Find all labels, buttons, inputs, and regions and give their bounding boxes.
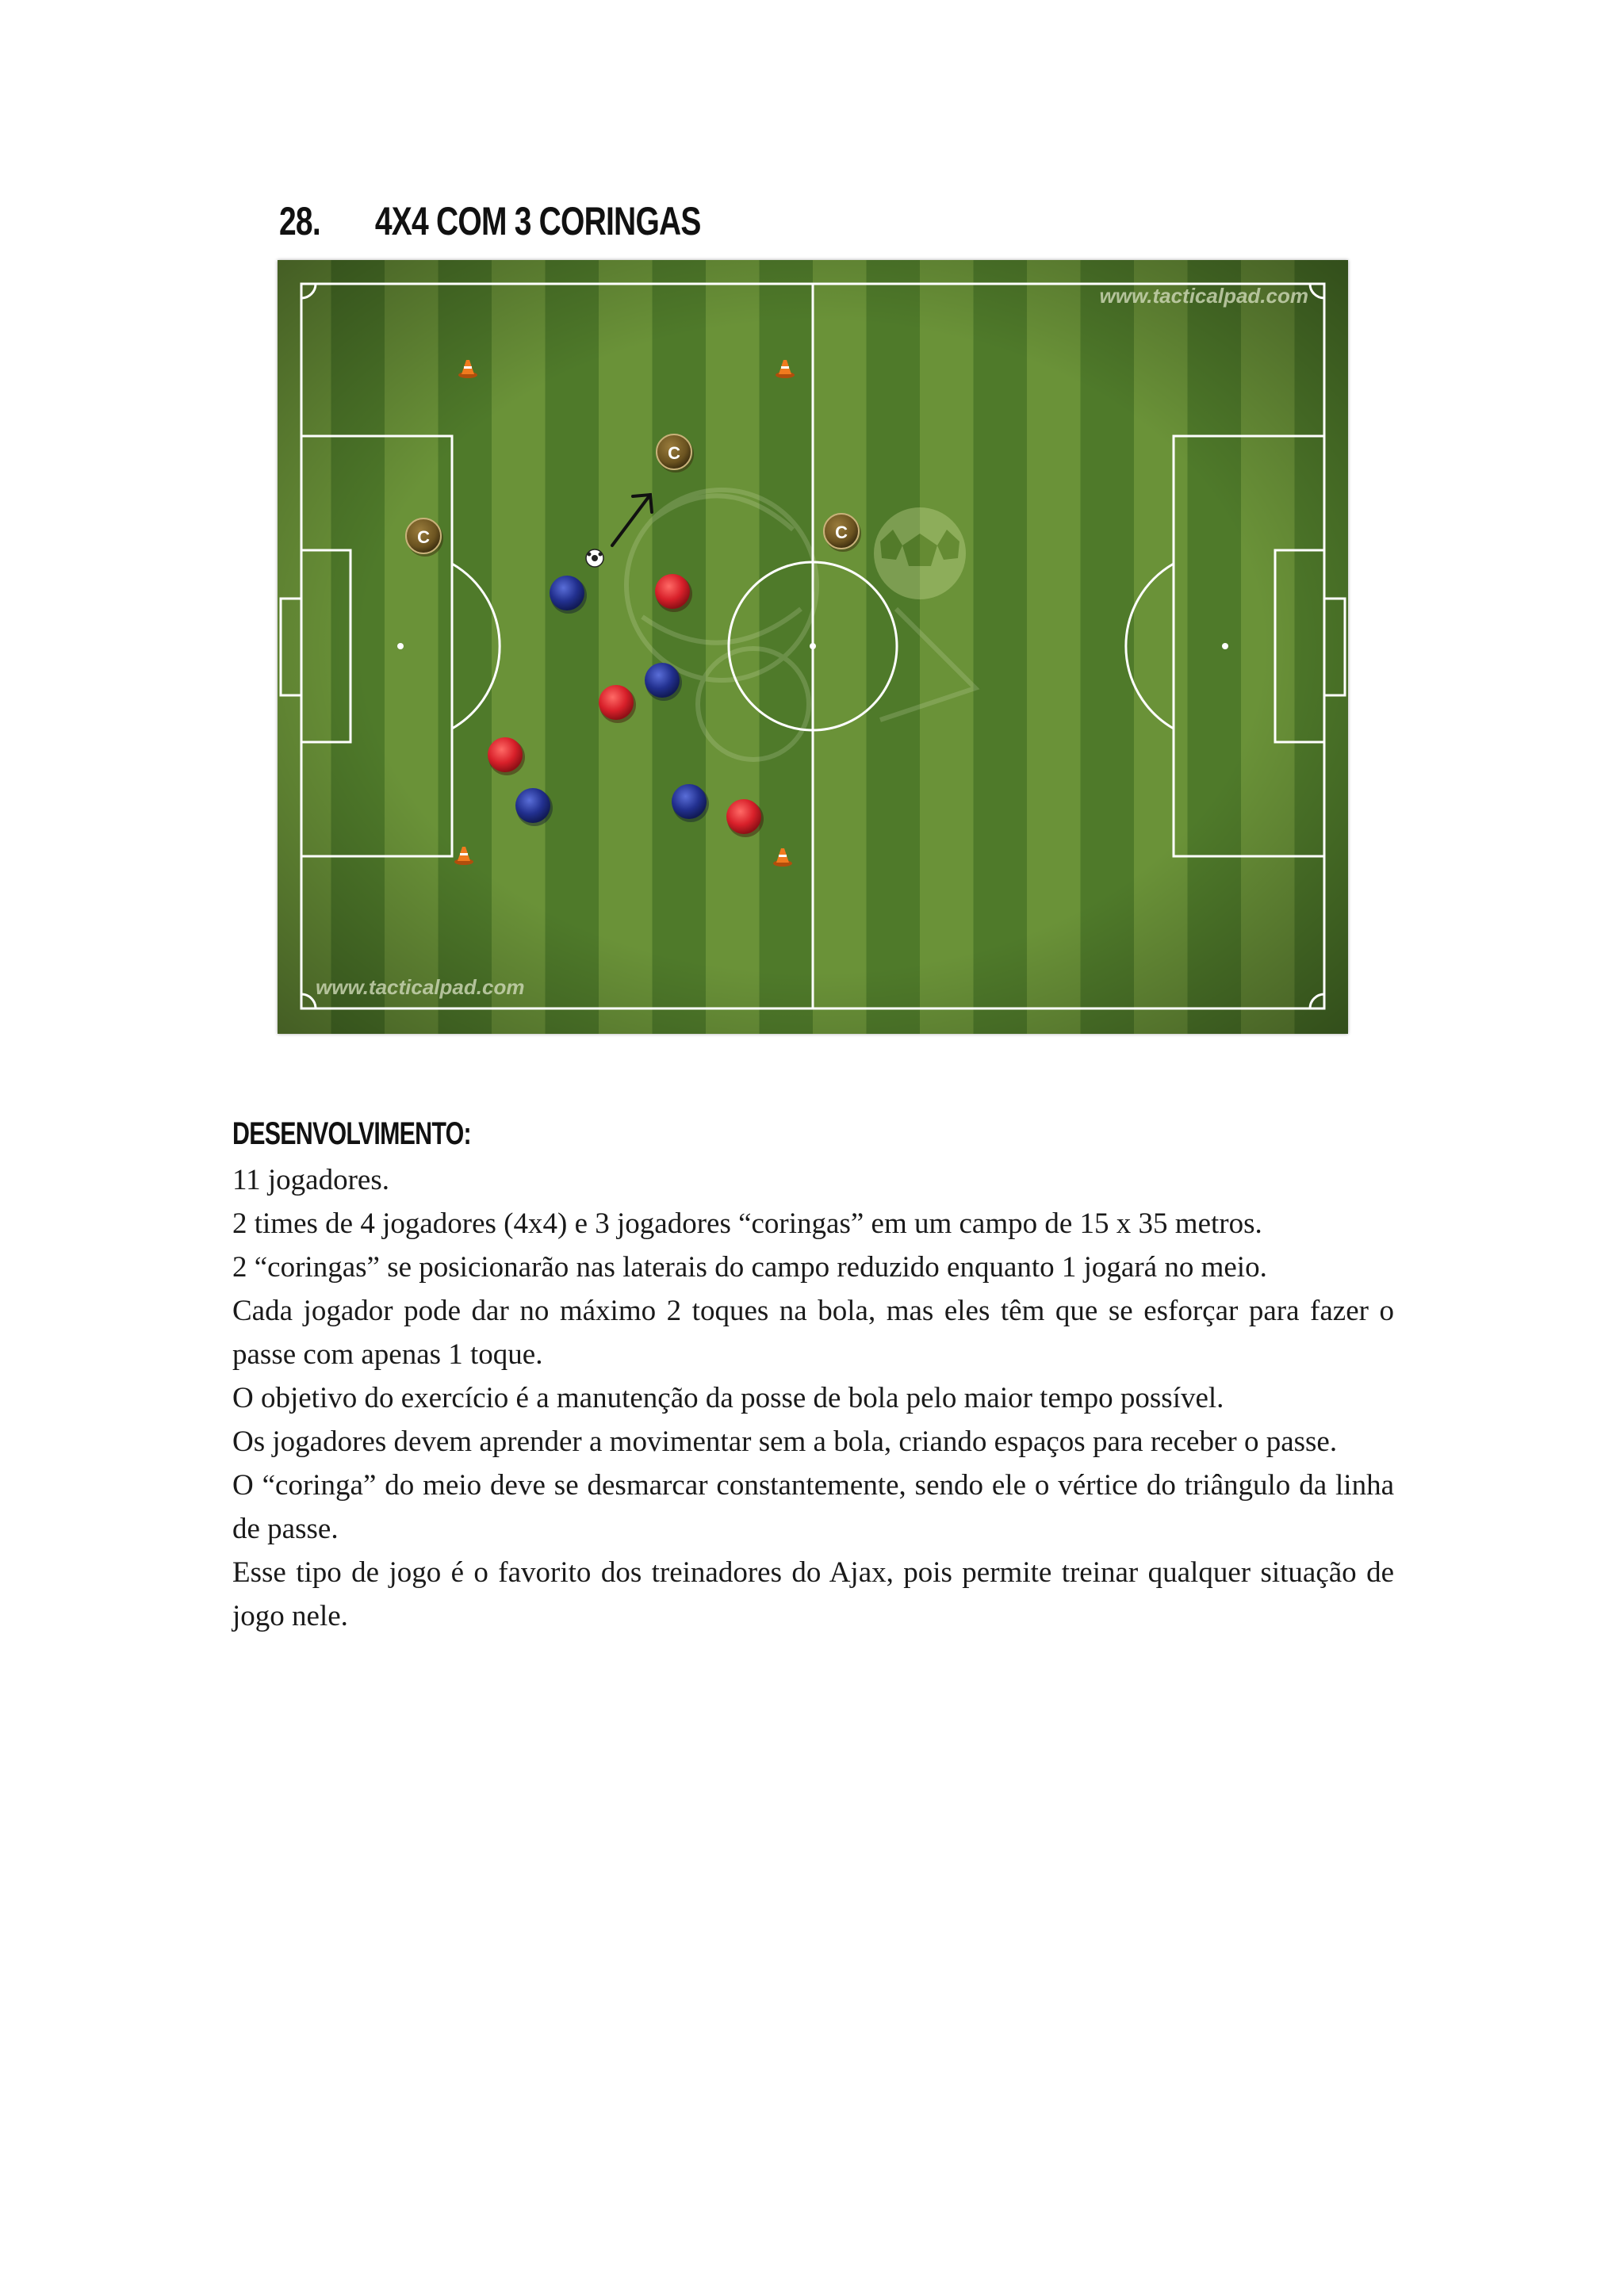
- paragraph: O “coringa” do meio deve se desmarcar constantemente, sendo ele o vértice do triângulo da linha de passe.: [232, 1469, 1394, 1545]
- paragraph: Cada jogador pode dar no máximo 2 toques na bola, mas eles têm que se esforçar para fazer o passe com apenas 1 toque.: [232, 1295, 1394, 1371]
- ball-icon: [586, 549, 603, 567]
- tactical-field-diagram: [278, 260, 1348, 1034]
- left-penalty-spot: [397, 643, 404, 649]
- description-text: [232, 1158, 1394, 1638]
- section-heading: DESENVOLVIMENTO:: [232, 1116, 471, 1151]
- right-penalty-spot: [1222, 643, 1228, 649]
- paragraph: Os jogadores devem aprender a movimentar sem a bola, criando espaços para receber o passe.: [232, 1425, 1338, 1458]
- field-svg: [278, 260, 1348, 1034]
- paragraph: O objetivo do exercício é a manutenção da posse de bola pelo maior tempo possível.: [232, 1382, 1224, 1414]
- joker-label: C: [835, 522, 848, 542]
- paragraph: 11 jogadores.: [232, 1164, 389, 1196]
- watermark-bottom: www.tacticalpad.com: [316, 975, 525, 999]
- paragraph: 2 “coringas” se posicionarão nas laterais do campo reduzido enquanto 1 jogará no meio.: [232, 1251, 1267, 1284]
- exercise-name: 4X4 COM 3 CORINGAS: [374, 199, 701, 243]
- exercise-number: 28.: [279, 199, 320, 243]
- joker-label: C: [417, 527, 430, 547]
- paragraph: 2 times de 4 jogadores (4x4) e 3 jogadores “coringas” em um campo de 15 x 35 metros.: [232, 1207, 1262, 1240]
- joker-label: C: [668, 443, 680, 463]
- watermark-top: www.tacticalpad.com: [1099, 284, 1308, 308]
- soccer-ball-artwork: [874, 507, 966, 599]
- paragraph: Esse tipo de jogo é o favorito dos treinadores do Ajax, pois permite treinar qualquer situação de jogo nele.: [232, 1556, 1394, 1632]
- exercise-title: [279, 198, 701, 244]
- center-spot: [810, 643, 816, 649]
